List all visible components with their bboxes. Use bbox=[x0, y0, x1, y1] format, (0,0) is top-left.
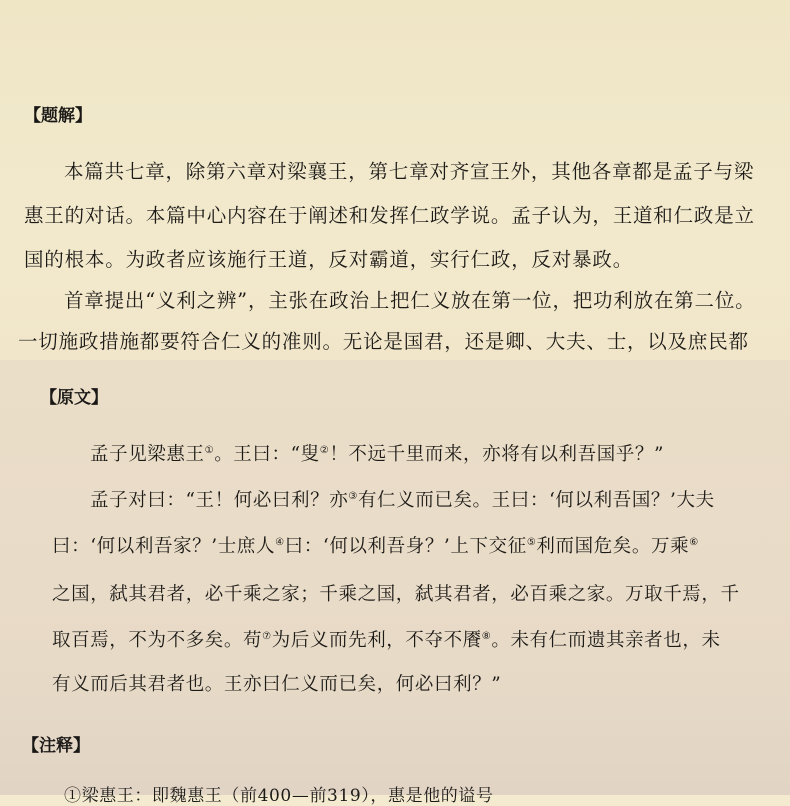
yuanwen-line bbox=[52, 532, 699, 558]
section-label-yuanwen: 【原文】 bbox=[40, 388, 108, 408]
yuanwen-text: 曰：‘何以利吾家？’士庶人 bbox=[52, 536, 276, 557]
yuanwen-line bbox=[90, 440, 664, 466]
yuanwen-text: ！不远千里而来，亦将有以利吾国乎？” bbox=[329, 444, 665, 465]
note-marker[interactable]: ⑧ bbox=[481, 630, 492, 642]
note-marker[interactable]: ③ bbox=[348, 490, 358, 502]
yuanwen-text: 有仁义而已矣。王曰：‘何以利吾国？’大夫 bbox=[357, 490, 715, 511]
bleed-through-text bbox=[30, 8, 444, 31]
yuanwen-line: 之国，弑其君者，必千乘之家；千乘之国，弑其君者，必百乘之家。万取千焉，千 bbox=[52, 584, 740, 605]
note-marker[interactable]: ② bbox=[319, 444, 330, 456]
note-marker[interactable]: ① bbox=[204, 444, 215, 456]
yuanwen-text: 为后义而先利，不夺不餍 bbox=[271, 630, 482, 651]
tijie-line: 一切施政措施都要符合仁义的准则。无论是国君，还是卿、大夫、士，以及庶民都 bbox=[18, 330, 749, 353]
lower-page-region bbox=[0, 360, 790, 795]
yuanwen-line bbox=[52, 626, 721, 652]
note-marker[interactable]: ⑦ bbox=[262, 630, 272, 642]
yuanwen-text: 利而国危矣。万乘 bbox=[536, 536, 690, 557]
yuanwen-line: 有义而后其君者也。王亦曰仁义而已矣，何必曰利？” bbox=[52, 674, 502, 695]
section-label-tijie: 【题解】 bbox=[24, 106, 92, 126]
yuanwen-text: 取百焉，不为不多矣。苟 bbox=[52, 630, 263, 651]
yuanwen-text: 孟子见梁惠王 bbox=[90, 444, 205, 465]
note-marker[interactable]: ⑥ bbox=[689, 536, 699, 548]
yuanwen-text: 。王曰：“叟 bbox=[214, 444, 320, 465]
tijie-line: 首章提出“义利之辨”，主张在政治上把仁义放在第一位，把功利放在第二位。 bbox=[64, 289, 756, 312]
bleed-through-text bbox=[30, 40, 426, 63]
yuanwen-text: 。未有仁而遗其亲者也，未 bbox=[491, 630, 721, 651]
section-label-zhushi: 【注释】 bbox=[22, 736, 90, 756]
yuanwen-text: 孟子对曰：“王！何必曰利？亦 bbox=[90, 490, 349, 511]
note-marker[interactable]: ⑤ bbox=[526, 536, 537, 548]
tijie-line: 本篇共七章，除第六章对梁襄王，第七章对齐宣王外，其他各章都是孟子与梁 bbox=[64, 160, 755, 183]
zhushi-line: ①梁惠王：即魏惠王（前400—前319），惠是他的谥号 bbox=[64, 786, 494, 806]
tijie-line: 惠王的对话。本篇中心内容在于阐述和发挥仁政学说。孟子认为，王道和仁政是立 bbox=[24, 204, 755, 227]
tijie-line: 国的根本。为政者应该施行王道，反对霸道，实行仁政，反对暴政。 bbox=[24, 248, 634, 271]
yuanwen-text: 曰：‘何以利吾身？’上下交征 bbox=[284, 536, 527, 557]
note-marker[interactable]: ④ bbox=[275, 536, 285, 548]
yuanwen-line bbox=[90, 486, 715, 512]
